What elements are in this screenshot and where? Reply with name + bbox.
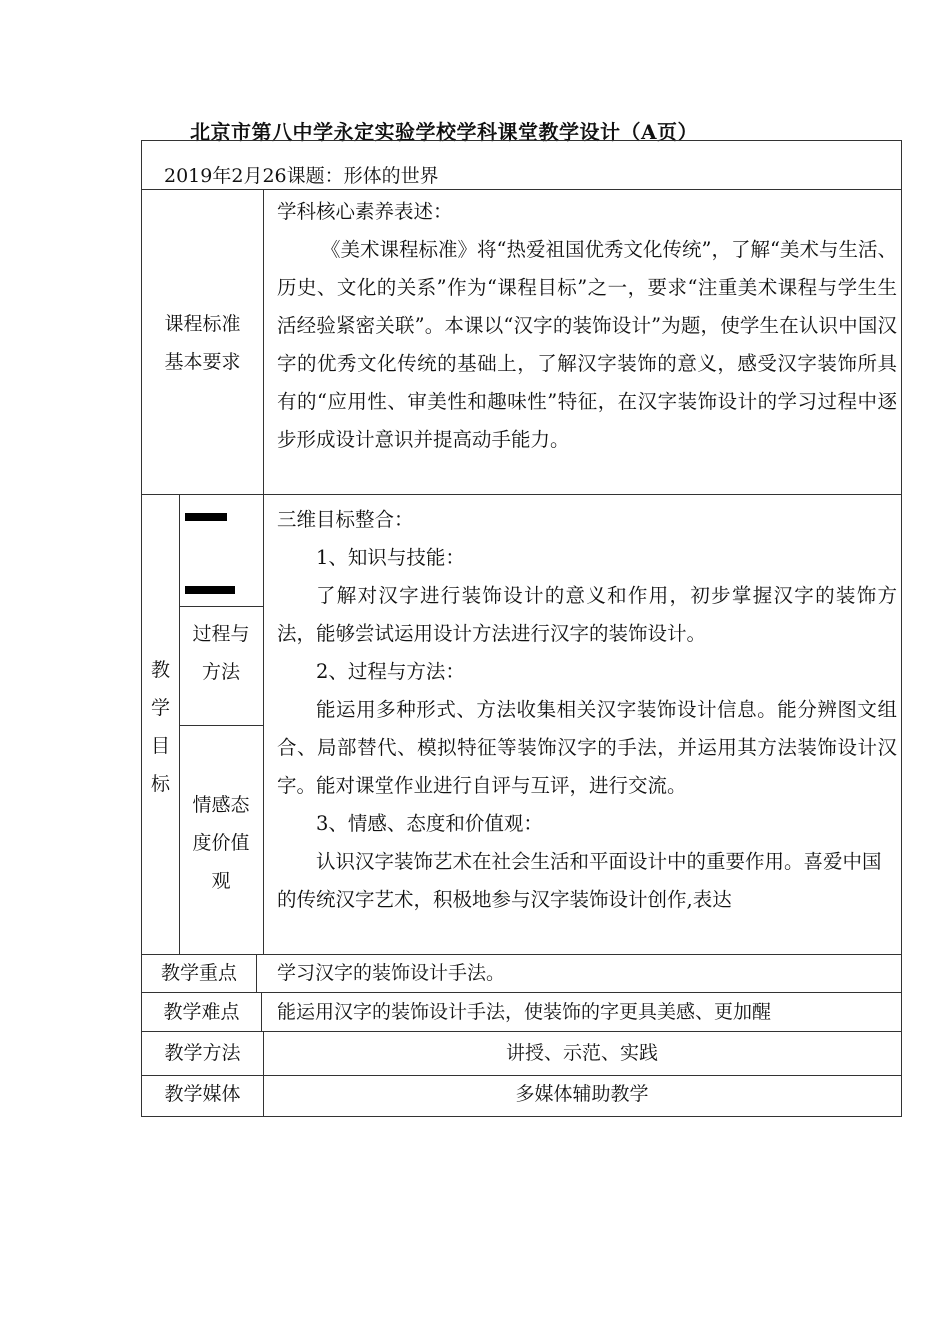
process-method-label-line: 过程与 <box>192 623 250 645</box>
standards-label-line: 基本要求 <box>164 351 241 373</box>
method-label: 教学方法 <box>164 1042 241 1064</box>
col-divider <box>256 954 257 992</box>
emotion-values-label-line: 情感态 <box>192 794 250 816</box>
redaction-bar <box>185 586 235 594</box>
emotion-values-label <box>179 786 263 900</box>
standards-heading: 学科核心素养表述： <box>277 200 453 223</box>
col-divider <box>261 992 262 1031</box>
lesson-design-table <box>141 140 902 1117</box>
emotion-text: 认识汉字装饰艺术在社会生活和平面设计中的重要作用。喜爱中国的传统汉字艺术，积极地参与汉字装饰设计创作,表达 <box>277 850 882 911</box>
objectives-label-char: 教 <box>150 659 170 681</box>
objectives-heading: 三维目标整合： <box>277 508 414 531</box>
process-title: 2、过程与方法： <box>316 660 465 683</box>
difficulty-label: 教学难点 <box>163 1001 240 1023</box>
key-point-value: 学习汉字的装饰设计手法。 <box>277 962 506 984</box>
objectives-label <box>142 651 179 803</box>
process-method-label <box>179 615 263 691</box>
objectives-label-char: 标 <box>150 773 170 795</box>
standards-label-line: 课程标准 <box>164 313 241 335</box>
emotion-values-label-line: 观 <box>211 870 231 892</box>
emotion-title: 3、情感、态度和价值观： <box>316 812 543 835</box>
col-divider <box>263 189 264 494</box>
method-value: 讲授、示范、实践 <box>505 1042 658 1064</box>
row-divider <box>142 494 901 495</box>
standards-label <box>142 305 263 381</box>
knowledge-text: 了解对汉字进行装饰设计的意义和作用，初步掌握汉字的装饰方法，能够尝试运用设计方法进行汉字的装饰设计。 <box>277 584 897 645</box>
media-label: 教学媒体 <box>164 1083 241 1105</box>
sub-divider <box>179 725 263 726</box>
standards-content <box>277 193 897 459</box>
emotion-values-label-line: 度价值 <box>192 832 250 854</box>
objectives-label-char: 目 <box>150 735 170 757</box>
process-method-label-line: 方法 <box>201 661 240 683</box>
document-title: 北京市第八中学永定实验学校学科课堂教学设计（A页） <box>190 120 699 144</box>
objectives-label-char: 学 <box>150 697 170 719</box>
sub-divider <box>179 606 263 607</box>
key-point-label: 教学重点 <box>160 962 237 984</box>
knowledge-title: 1、知识与技能： <box>316 546 465 569</box>
date-topic: 2019年2月26课题：形体的世界 <box>164 165 439 187</box>
redaction-bar <box>185 513 227 521</box>
row-divider <box>142 1031 901 1032</box>
standards-paragraph: 《美术课程标准》将“热爱祖国优秀文化传统”，了解“美术与生活、历史、文化的关系”作为“课程目标”之一，要求“注重美术课程与学生生活经验紧密关联”。本课以“汉字的装饰设计”为题，使学生在认识中国汉字的优秀文化传统的基础上，了解汉字装饰的意义，感受汉字装饰所具有的“应用性、审美性和趣味性”特征，在汉字装饰设计的学习过程中逐步形成设计意识并提高动手能力。 <box>277 238 897 451</box>
col-divider <box>263 494 264 954</box>
difficulty-value: 能运用汉字的装饰设计手法，使装饰的字更具美感、更加醒 <box>277 1001 772 1023</box>
process-text: 能运用多种形式、方法收集相关汉字装饰设计信息。能分辨图文组合、局部替代、模拟特征等装饰汉字的手法，并运用其方法装饰设计汉字。能对课堂作业进行自评与互评，进行交流。 <box>277 698 897 797</box>
objectives-content <box>277 501 897 954</box>
media-value: 多媒体辅助教学 <box>515 1083 649 1105</box>
